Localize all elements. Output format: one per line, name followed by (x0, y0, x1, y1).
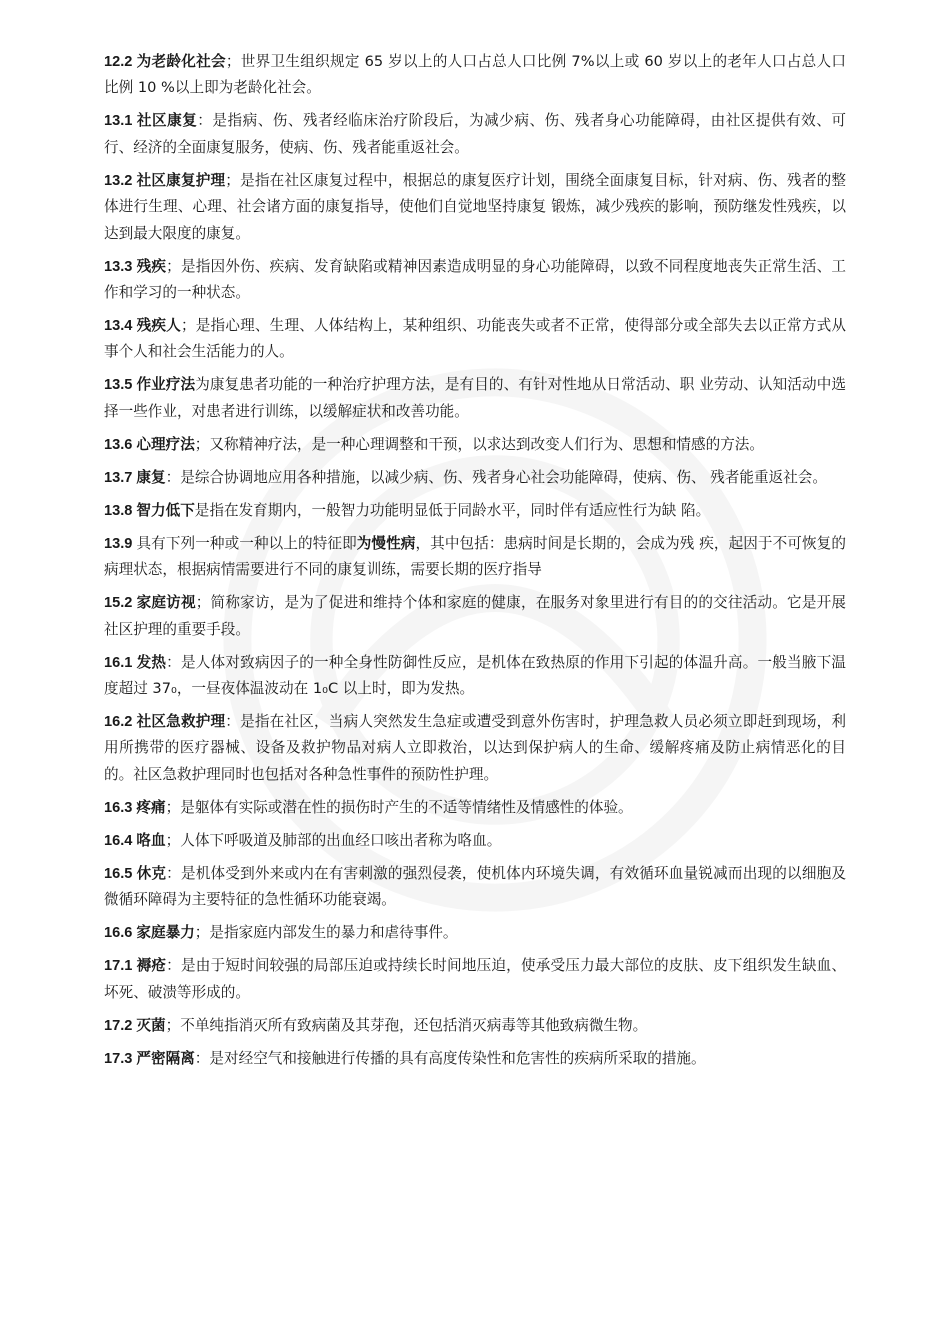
definition-entry (104, 795, 846, 821)
entry-text: 是对经空气和接触进行传播的具有高度传染性和危害性的疾病所采取的措施。 (209, 1049, 706, 1067)
entry-text: 又称精神疗法，是一种心理调整和干预，以求达到改变人们行为、思想和情感的方法。 (209, 435, 764, 453)
definition-entry (104, 313, 846, 366)
definition-entry (104, 1013, 846, 1039)
entry-separator: ； (194, 435, 210, 453)
entry-term: 残疾人 (136, 317, 181, 335)
definition-entry (104, 254, 846, 307)
definitions-list (104, 49, 846, 1079)
entry-term: 严密隔离 (136, 1049, 195, 1067)
definition-entry (104, 465, 846, 491)
entry-number: 15.2 (104, 595, 133, 612)
definition-entry (104, 49, 846, 102)
entry-separator: ； (225, 171, 240, 189)
entry-separator: ； (165, 831, 181, 849)
entry-separator: ； (180, 317, 196, 335)
entry-number: 16.1 (104, 654, 133, 671)
entry-term: 家庭暴力 (136, 924, 195, 942)
entry-number: 16.2 (104, 714, 133, 731)
definition-entry (104, 861, 846, 914)
definition-entry (104, 372, 846, 425)
entry-number: 13.2 (104, 172, 133, 189)
entry-number: 16.6 (104, 925, 133, 942)
entry-separator: ； (225, 53, 241, 70)
definition-entry (104, 498, 846, 524)
entry-number: 16.4 (104, 832, 133, 849)
entry-separator: ： (166, 653, 181, 671)
entry-number: 13.6 (104, 436, 133, 453)
definition-entry (104, 1046, 846, 1072)
entry-text: 是机体受到外来或内在有害刺激的强烈侵袭，使机体内环境失调，有效循环血量锐减而出现的以细胞及微循环障碍为主要特征的急性循环功能衰竭。 (104, 864, 846, 909)
entry-number: 16.5 (104, 865, 133, 882)
entry-number: 17.3 (104, 1050, 133, 1067)
entry-text: 其中包括：患病时间是长期的，会成为残 疾，起因于不可恢复的病理状态，根据病情需要进行不同的康复训练，需要长期的医疗指导 (104, 534, 846, 579)
entry-text: 是指在社区，当病人突然发生急症或遭受到意外伤害时，护理急救人员必须立即赶到现场，利用所携带的医疗器械、设备及救护物品对病人立即救治，以达到保护病人的生命、缓解疼痛及防止病情恶化的目的。社区急救护理同时也包括对各种急性事件的预防性护理。 (104, 713, 846, 783)
entry-separator: ： (225, 713, 241, 731)
entry-term: 家庭访视 (136, 594, 196, 612)
entry-text: 是躯体有实际或潜在性的损伤时产生的不适等情绪性及情感性的体验。 (180, 798, 633, 816)
entry-term: 作业疗法 (136, 376, 196, 394)
entry-number: 13.7 (104, 469, 133, 486)
entry-number: 12.2 (104, 54, 133, 70)
entry-term: 灭菌 (136, 1016, 166, 1034)
entry-number: 17.1 (104, 958, 133, 975)
entry-separator: ： (166, 864, 181, 882)
entry-number: 17.2 (104, 1017, 133, 1034)
entry-separator: ； (165, 798, 181, 816)
entry-term: 咯血 (136, 831, 166, 849)
definition-entry (104, 828, 846, 854)
entry-text: 是指在社区康复过程中，根据总的康复医疗计划，围绕全面康复目标，针对病、伤、残者的整体进行生理、心理、社会诸方面的康复指导，使他们自觉地坚持康复 锻炼，减少残疾的影响，预防继发性残疾，以达到最大限度的康复。 (104, 171, 846, 242)
entry-text: 是由于短时间较强的局部压迫或持续长时间地压迫，使承受压力最大部位的皮肤、皮下组织发生缺血、坏死、破溃等形成的。 (104, 957, 846, 1001)
entry-number: 13.4 (104, 318, 133, 335)
entry-text: 是指在发育期内，一般智力功能明显低于同龄水平，同时伴有适应性行为缺 陷。 (194, 501, 711, 519)
entry-number: 16.3 (104, 799, 133, 816)
entry-text: 人体下呼吸道及肺部的出血经口咳出者称为咯血。 (180, 831, 502, 849)
entry-term: 社区急救护理 (136, 713, 226, 731)
entry-text: 世界卫生组织规定 65 岁以上的人口占总人口比例 7%以上或 60 岁以上的老年人口占总人口比例 10 %以上即为老龄化社会。 (104, 53, 846, 97)
entry-separator: ： (166, 957, 181, 975)
entry-term: 发热 (136, 653, 167, 671)
entry-term: 康复 (136, 468, 166, 486)
entry-separator: ： (165, 468, 181, 486)
entry-separator: ； (195, 594, 211, 612)
entry-term: 休克 (136, 864, 167, 882)
entry-separator: ； (166, 257, 181, 275)
definition-entry (104, 953, 846, 1006)
entry-number: 13.3 (104, 258, 133, 275)
entry-text: 简称家访，是为了促进和维持个体和家庭的健康，在服务对象里进行有目的的交往活动。它是开展社区护理的重要手段。 (104, 594, 846, 638)
definition-entry (104, 709, 846, 788)
definition-entry (104, 650, 846, 703)
definition-entry (104, 168, 846, 247)
entry-term: 疼痛 (136, 798, 166, 816)
entry-separator: ； (194, 924, 210, 942)
entry-text: 是指因外伤、疾病、发育缺陷或精神因素造成明显的身心功能障碍，以致不同程度地丧失正常生活、工作和学习的一种状态。 (104, 257, 846, 302)
entry-number: 13.5 (104, 377, 133, 394)
entry-text: 不单纯指消灭所有致病菌及其芽孢，还包括消灭病毒等其他致病微生物。 (180, 1016, 648, 1034)
entry-term: 为慢性病 (356, 534, 416, 552)
entry-text: 是人体对致病因子的一种全身性防御性反应，是机体在致热原的作用下引起的体温升高。一般当腋下温度超过 37₀，一昼夜体温波动在 1₀C 以上时，即为发热。 (104, 653, 846, 698)
definition-entry (104, 531, 846, 584)
entry-number: 13.1 (104, 113, 133, 130)
entry-term: 残疾 (136, 257, 167, 275)
entry-term: 心理疗法 (136, 435, 195, 453)
entry-separator: ： (194, 1049, 210, 1067)
entry-text: 是综合协调地应用各种措施，以减少病、伤、残者身心社会功能障碍，使病、伤、 残者能重返社会。 (180, 468, 827, 486)
entry-text: 是指病、伤、残者经临床治疗阶段后，为减少病、伤、残者身心功能障碍，由社区提供有效、可行、经济的全面康复服务，使病、伤、残者能重返社会。 (104, 112, 846, 156)
entry-separator: ， (415, 534, 431, 552)
entry-term: 为老龄化社会 (136, 53, 226, 70)
definition-entry (104, 108, 846, 161)
definition-entry (104, 432, 846, 458)
entry-number: 13.9 (104, 535, 133, 552)
entry-number: 13.8 (104, 502, 133, 519)
definition-entry (104, 590, 846, 643)
entry-term: 社区康复 (136, 112, 198, 130)
entry-separator: ： (197, 112, 213, 130)
entry-separator: ； (165, 1016, 181, 1034)
entry-term: 社区康复护理 (136, 171, 226, 189)
entry-lead-text: 具有下列一种或一种以上的特征即 (136, 534, 357, 552)
entry-term: 智力低下 (136, 501, 195, 519)
entry-term: 褥疮 (136, 957, 167, 975)
entry-text: 是指家庭内部发生的暴力和虐待事件。 (209, 924, 458, 942)
entry-text: 为康复患者功能的一种治疗护理方法，是有目的、有针对性地从日常活动、职 业劳动、认知活动中选择一些作业，对患者进行训练，以缓解症状和改善功能。 (104, 376, 846, 420)
definition-entry (104, 920, 846, 946)
entry-text: 是指心理、生理、人体结构上，某种组织、功能丧失或者不正常，使得部分或全部失去以正常方式从事个人和社会生活能力的人。 (104, 317, 846, 361)
